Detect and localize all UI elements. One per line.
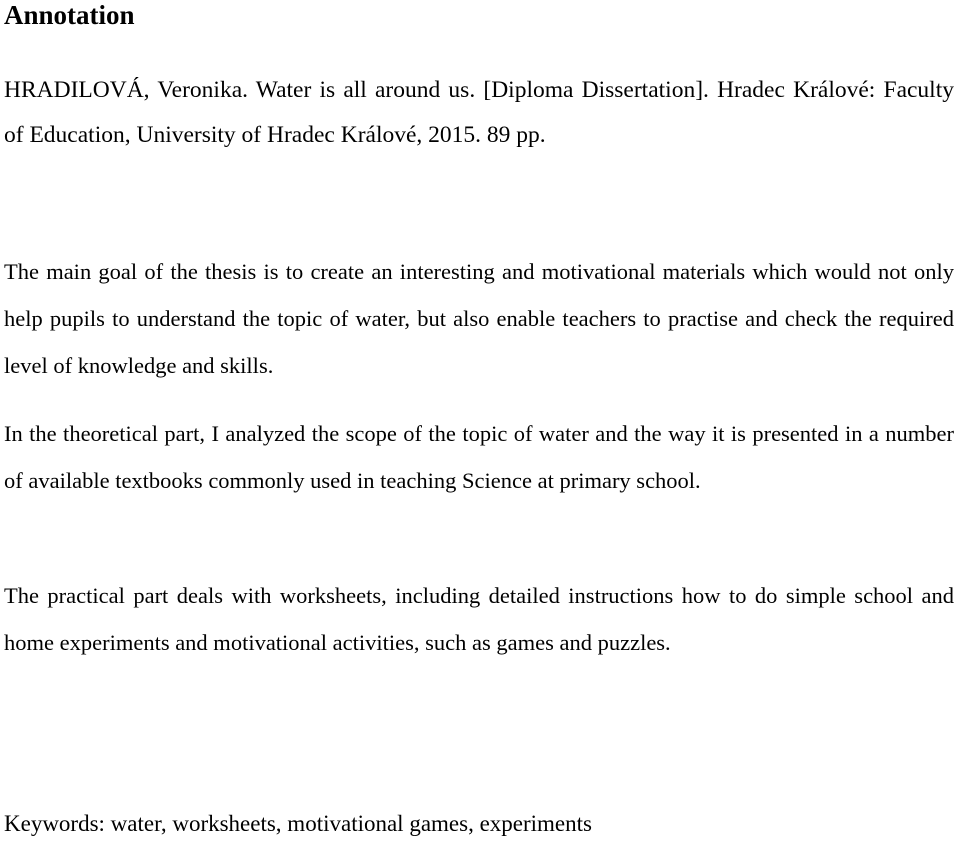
paragraph-main-goal: The main goal of the thesis is to create an interesting and motivational materials which would not only help pupils to understand the topic of water, but also enable teachers to practise and check the required level of knowledge and skills. [4,259,954,378]
paragraph-practical-part: The practical part deals with worksheets, including detailed instructions how to do simple school and home experiments and motivational activities, such as games and puzzles. [4,583,954,655]
page-title: Annotation [4,0,135,30]
citation: HRADILOVÁ, Veronika. Water is all around us. [Diploma Dissertation]. Hradec Králové: Faculty of Education, University of Hradec Králové, 2015. 89 pp. [4,77,954,148]
paragraph-theoretical-part: In the theoretical part, I analyzed the scope of the topic of water and the way it is presented in a number of available textbooks commonly used in teaching Science at primary school. [4,421,954,493]
keywords: Keywords: water, worksheets, motivational games, experiments [4,811,592,836]
